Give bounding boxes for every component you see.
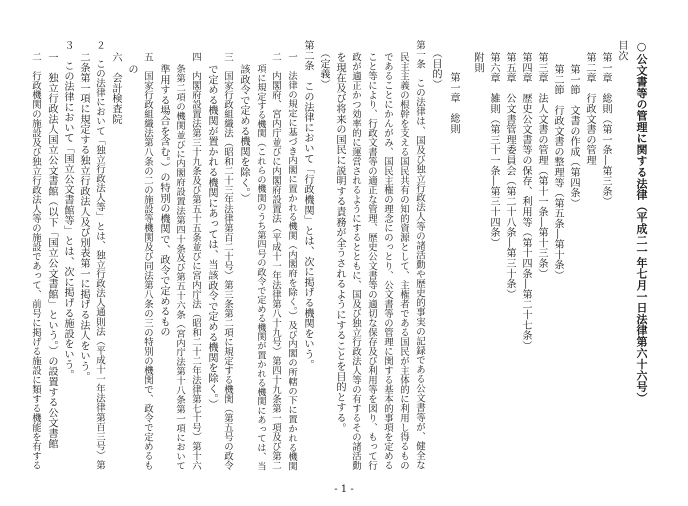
article-line: こと等により、行政文書等の適正な管理、歴史公文書等の適切な保存及び利用等を図り、もって行 [366,52,377,471]
article-line: ３ この法律において「国立公文書館等」とは、次に掲げる施設をいう。 [62,40,73,380]
law-title: ○公文書等の管理に関する法律（平成二一年七月一日法律第六十六号） [635,40,648,404]
article-line: 民主主義の根幹を支える国民共有の知的資源として、主権者である国民が主体的に利用し得るもの [398,52,409,471]
chapter-heading: 第一章 総則 [448,72,459,134]
article-line: の [126,64,137,75]
toc-item: 第一章 総則（第一条―第三条） [600,52,611,207]
article-line: 二 行政機関の施設及び独立行政法人等の施設であって、前号に掲げる施設に類する機能を有する [30,52,41,471]
article-line: で定める機関が置かれる機関にあっては、当該政令で定める機関を除く。） [206,64,217,410]
toc-item: 第二章 行政文書の管理 [584,52,595,166]
article-line: 政が適正かつ効率的に運営されるようにするとともに、国及び独立行政法人等の有するその諸活動 [350,52,361,471]
article-line: 該政令で定める機関を除く。） [238,64,249,204]
toc-item: 附則 [472,52,483,73]
article-line: 第二条 この法律において「行政機関」とは、次に掲げる機関をいう。 [302,40,313,370]
toc-item: 第四章 歴史公文書等の保存、利用等（第十四条―第二十七条） [520,52,531,351]
article-line: ２ この法律において「独立行政法人等」とは、独立行政法人通則法（平成十一年法律第百三号）第 [94,40,105,470]
toc-item: 第三章 法人文書の管理（第十一条―第十三条） [536,52,547,279]
article-line: 条第二項の機関並びに内閣府設置法第四十条及び第五十六条（宮内庁法第十八条第一項において [174,64,185,471]
article-line: 四 内閣府設置法第三十九条及び第五十五条並びに宮内庁法（昭和二十二年法律第七十号）第十六 [190,52,201,471]
article-line: であることにかんがみ、国民主権の理念にのっとり、公文書等の管理に関する基本的事項を定める [382,52,393,471]
article-caption: （目的） [430,48,441,90]
toc-item: 第二節 行政文書の整理等（第五条―第十条） [552,64,563,281]
toc-item: 第五章 公文書管理委員会（第二十八条―第三十条） [504,52,515,300]
toc-item: 第六章 雑則（第三十一条―第三十四条） [488,52,499,248]
page-number: - 1 - [334,484,354,495]
article-line: 二条第一項に規定する独立行政法人及び別表第一に掲げる法人をいう。 [78,52,89,382]
article-line: 六 会計検査院 [110,52,121,125]
article-line: 一 法律の規定に基づき内閣に置かれる機関（内閣府を除く。）及び内閣の所轄の下に置かれる機関 [286,52,297,471]
article-line: 三 国家行政組織法（昭和二十三年法律第百二十号）第三条第二項に規定する機関（第五号の政令 [222,52,233,471]
article-line: 第一条 この法律は、国及び独立行政法人等の諸活動や歴史的事実の記録である公文書等が、健全な [414,40,425,470]
article-line: 準用する場合を含む。）の特別の機関で、政令で定めるもの [158,64,169,337]
article-line: 二 内閣府、宮内庁並びに内閣府設置法（平成十一年法律第八十九号）第四十九条第一項及び第二 [270,52,281,471]
article-line: を現在及び将来の国民に説明する責務が全うされるようにすることを目的とする。 [334,52,345,434]
article-line: 五 国家行政組織法第八条の二の施設等機関及び同法第八条の三の特別の機関で、政令で定めるも [142,52,153,471]
article-line: 項に規定する機関（これらの機関のうち第四号の政令で定める機関が置かれる機関にあっては、当 [255,64,265,471]
toc-item: 第一節 文書の作成（第四条） [568,64,579,209]
toc-heading: 目次 [616,40,627,61]
article-line: 一 独立行政法人国立公文書館（以下「国立公文書館」という。）の設置する公文書館 [46,52,57,449]
article-caption: （定義） [318,48,329,90]
